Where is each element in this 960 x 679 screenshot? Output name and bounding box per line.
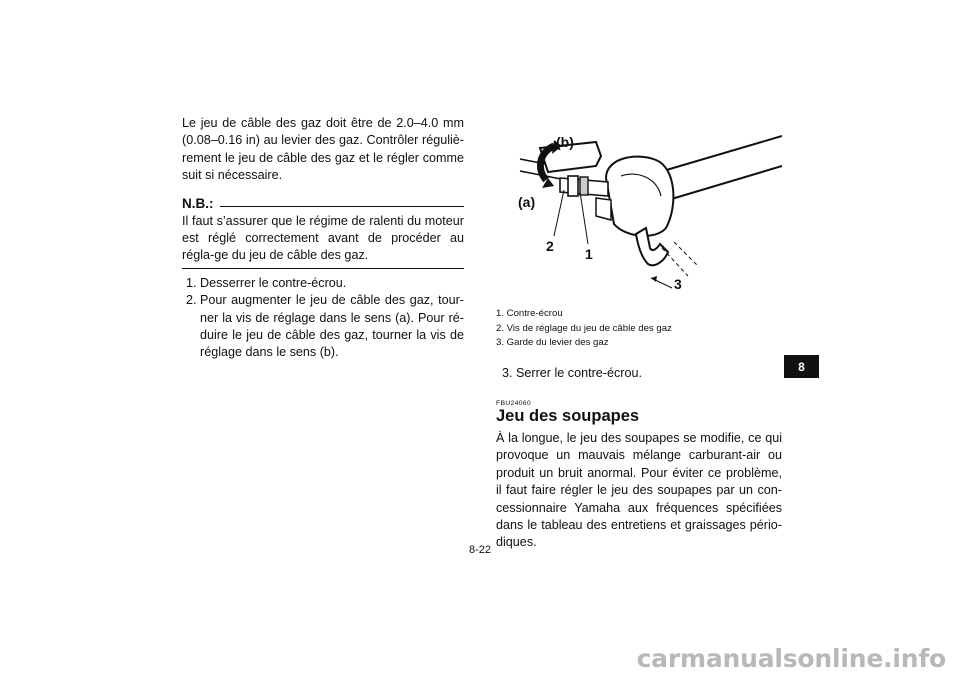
step-number: 1. — [186, 275, 197, 290]
figure-label-1: 1 — [585, 246, 593, 262]
left-column — [182, 115, 464, 362]
caption-item: 1. Contre-écrou — [496, 308, 563, 319]
right-column — [496, 116, 782, 552]
steps-list — [182, 275, 464, 362]
step-number: 2. — [186, 293, 197, 308]
figure-label-3: 3 — [674, 276, 682, 292]
step-text: Desserrer le contre-écrou. — [200, 275, 347, 290]
page-number: 8-22 — [468, 544, 492, 556]
nb-text: Il faut s’assurer que le régime de ralenti du moteur est réglé correctement avant de procéder au régla-ge du jeu de câble des gaz. — [182, 213, 464, 263]
caption-item: 3. Garde du levier des gaz — [496, 337, 609, 348]
reference-code: FBU24060 — [496, 399, 531, 407]
figure-label-b: (b) — [556, 134, 574, 150]
step-text: Pour augmenter le jeu de câble des gaz, tour-ner la vis de réglage dans le sens (a). Pour ré-duire le jeu de câble des gaz, tourner la vis de réglage dans le sens (b). — [200, 293, 464, 360]
list-item — [182, 275, 464, 292]
section-heading: Jeu des soupapes — [496, 406, 640, 425]
list-item — [182, 292, 464, 362]
nb-bottom-rule — [182, 268, 464, 269]
chapter-tab: 8 — [784, 355, 819, 378]
throttle-illustration — [496, 116, 782, 301]
nb-label: N.B.: — [182, 196, 214, 212]
watermark: carmanualsonline.info — [636, 644, 946, 673]
intro-paragraph: Le jeu de câble des gaz doit être de 2.0–4.0 mm (0.08–0.16 in) au levier des gaz. Contrôler réguliè-rement le jeu de câble des gaz et le régler comme suit si nécessaire. — [182, 116, 464, 183]
figure-label-2: 2 — [546, 238, 554, 254]
figure-caption — [496, 307, 782, 351]
nb-header — [182, 195, 464, 213]
caption-item: 2. Vis de réglage du jeu de câble des gaz — [496, 322, 672, 334]
figure-label-a: (a) — [518, 194, 536, 210]
throttle-figure — [496, 116, 782, 301]
step-3: 3. Serrer le contre-écrou. — [502, 365, 642, 380]
nb-rule — [220, 206, 465, 207]
section-body: À la longue, le jeu des soupapes se modifie, ce qui provoque un mauvais mélange carburant-air ou produit un bruit anormal. Pour éviter ce problème, il faut faire régler le jeu des soupapes par un con-cessionnaire Yamaha aux fréquences spécifiées dans le tableau des entretiens et graissages pério-diques. — [496, 430, 782, 550]
